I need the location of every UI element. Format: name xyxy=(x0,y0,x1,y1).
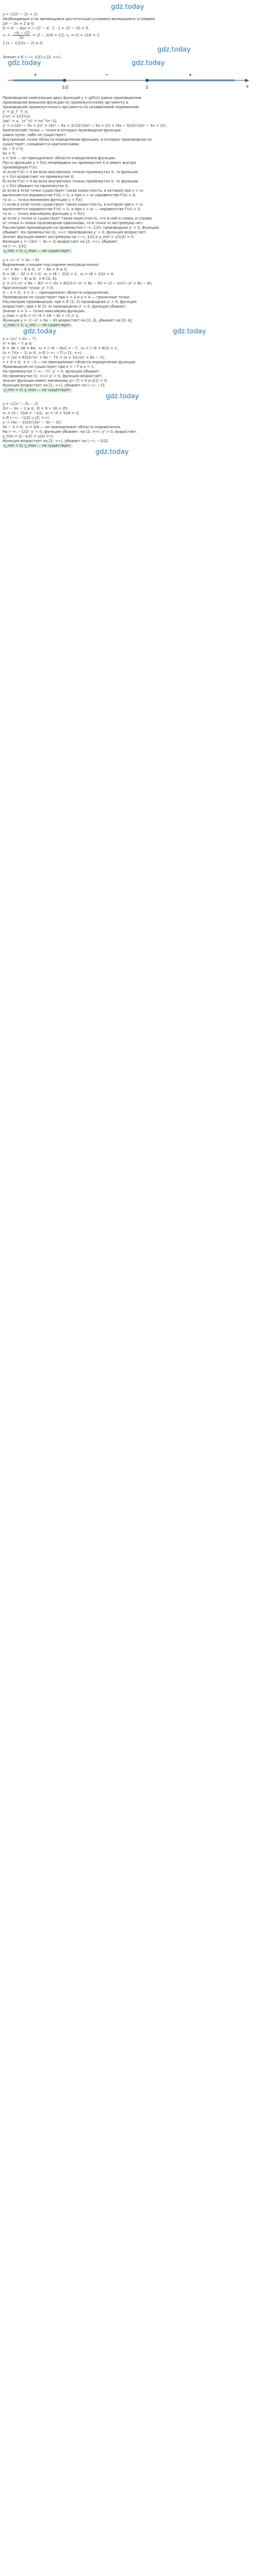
text-line: y' = (2x + 6)/(2√(x² + 6x − 7)) = (x + 3)/√(x² + 6x − 7); xyxy=(3,355,105,360)
sign-label: − xyxy=(105,73,109,78)
text-line: y_min = y(−1/2) = y(2) = 0. xyxy=(3,434,54,438)
text-line: б) если f'(x) < 0 во всех внутренних точках промежутка X, то функция xyxy=(3,179,138,183)
axis-variable-label: x xyxy=(246,84,249,89)
watermark-text: gdz.today xyxy=(23,328,57,335)
section3-head: y = √(x² + 6x − 7) xyxy=(3,337,36,341)
sign-number-line xyxy=(3,60,255,96)
text-line: (√u)' = 1/(2√u); xyxy=(3,114,31,118)
answer-line: y_min = 0; y_max — не существует. xyxy=(4,388,72,392)
watermark-text: gdz.today xyxy=(95,448,129,456)
sign-label: + xyxy=(188,73,192,78)
text-line: Производная композиции двух функций y = g(f(x)) равна произведению xyxy=(3,96,142,100)
watermark-text: gdz.today xyxy=(111,3,144,11)
watermark-text: gdz.today xyxy=(106,393,139,400)
root-formula: x₁ = $\frac{-b - √D}{2a}$ = (5 − 3)/4 = 1/2, x₂ = (5 + 3)/4 = 2; xyxy=(3,31,101,40)
text-line: от точки x₀ знаки производной одинаковы, то в точке x₀ экстремума нет; xyxy=(3,221,144,225)
text-line: производной внешней функции по промежуточному аргументу и xyxy=(3,100,128,105)
text-line: убывает. На промежутке (2; +∞): производная y' > 0, функция возрастает. xyxy=(3,230,147,234)
text-line: Функция y = √(−x² + 6x − 8) возрастает на [2; 3], убывает на [3; 4]; xyxy=(3,318,133,323)
text-line: На промежутке (−∞; −7): y' < 0, функция убывает. xyxy=(3,369,101,374)
text-line: y = f(x) возрастает на промежутке X; xyxy=(3,175,74,179)
sign-label: + xyxy=(34,73,38,78)
text-line: г) если в этой точке существует такая окрестность, в которой при x < x₀ xyxy=(3,202,143,207)
text-line: D = 36 − 32 = 4 > 0; x₁ = (6 − 2)/2 = 2, x₂ = (6 + 2)/2 = 4; xyxy=(3,272,115,276)
text-line: на (−∞; 1/2]; xyxy=(3,244,27,248)
watermark-text: gdz.today xyxy=(8,59,41,67)
answer-line: y_max = 1; y_min — не существует. xyxy=(4,323,72,327)
text-line: x ∈ (−∞; −1/2] ∪ [2; +∞). xyxy=(3,416,50,420)
text-line: выполняется неравенство f'(x) > 0, а при x > x₀ — неравенство f'(x) < 0, xyxy=(3,207,141,211)
text-line: 3 − x = 0; x = 3 — принадлежит области определения. xyxy=(3,291,110,295)
document xyxy=(0,0,258,457)
text-line: Производная не существует при x = −7 и x = 1. xyxy=(3,365,95,369)
text-line: Значит x = 3 — точка максимума функции. xyxy=(3,309,86,313)
text-line: в) если в этой точке существует такая окрестность, в которой при x < x₀ xyxy=(3,189,143,193)
text-line: y' = (4x − 3)/(2√(2x² − 3x − 2)); xyxy=(3,420,62,425)
text-line: На промежутке (1; +∞): y' > 0, функция возрастает. xyxy=(3,374,103,378)
text-line: производной промежуточного аргумента по независимой переменной: xyxy=(3,105,140,109)
text-line: Производная не существует при x = 2 и x = 4 — граничные точки. xyxy=(3,295,131,299)
first-line: y = √(2t² − 5x + 2) xyxy=(3,12,38,16)
text-line: y' = (√(2x² − 5x + 2))' = (2x² − 5x + 2)'/(2√(2x² − 5x + 2)) = (4x − 5)/(2√(2x² − 5x + 2)); xyxy=(3,124,167,128)
text-line: Функция y = √(2x² − 5x + 2) возрастает на [2; +∞), убывает xyxy=(3,240,118,244)
tick-label-left: 1/2 xyxy=(62,85,69,90)
text-line: Пусть функция y = f(x) непрерывна на промежутке X и имеет внутри xyxy=(3,161,136,165)
text-line: y' = g'_f · f'_x; xyxy=(3,110,28,114)
text-line: Значит функция имеет экстремума на (−∞; 1/2] и y_min = y(1/2) = 0. xyxy=(3,235,135,239)
text-line: (x + 7)(x − 1) ≥ 0; x ∈ (−∞; −7] ∪ [1; +∞). xyxy=(3,351,83,355)
text-line: y_max = y(3) = √(−9 + 18 − 8) = √1 = 1; xyxy=(3,314,79,318)
section4-body xyxy=(3,406,255,444)
text-line: то x₀ — точка минимума функции y = f(x); xyxy=(3,198,84,202)
text-line: D = b² − 4ac = (−5)² − 4 · 2 · 2 = 25 − 16 = 9, xyxy=(3,26,89,30)
section2-head: y = √(−x² + 6x − 8) xyxy=(3,258,39,262)
watermark-footer-row xyxy=(3,448,255,457)
text-line: −x² + 6x − 8 ≥ 0; x² − 6x + 8 ≤ 0; xyxy=(3,267,68,272)
section3-body xyxy=(3,342,255,388)
text-line: Необходимым и не являющимся достаточным условием являющимся условием xyxy=(3,17,155,21)
point-left xyxy=(63,79,66,82)
text-line: Функция возрастает на [2; +∞), убывает на (−∞; −1/2]; xyxy=(3,439,109,443)
text-line: (x − 2)(x − 4) ≤ 0; x ∈ [2; 4]. xyxy=(3,277,58,281)
watermark-text: gdz.today xyxy=(157,46,191,54)
text-line: существует, называются критическими. xyxy=(3,142,80,146)
text-line: Выражение стоящее под корнем неотрицательно: xyxy=(3,263,100,267)
watermark-row xyxy=(3,393,255,402)
section4-head: y = √(2x² − 3x − 2) xyxy=(3,402,38,406)
text-line: Критические точки — точки в которых производная функции xyxy=(3,128,121,132)
section2-body xyxy=(3,263,255,323)
text-line: 4x − 5 = 0; xyxy=(3,147,24,151)
text-line: x = 5/4 — не принадлежит области определения функции. xyxy=(3,156,116,160)
factor-line: 2 (x − 1/2)(x − 2) ≥ 0; xyxy=(3,41,43,45)
text-line: Рассмотрим производную на промежутке (−∞; 1/2): производная y' < 0, Функция xyxy=(3,226,159,230)
text-line: 2x² − 3x − 2 ≥ 0; D = 9 + 16 = 25; xyxy=(3,406,69,411)
text-line: Рассмотрим производную: при x ∈ (2; 3) производная y' > 0, функция xyxy=(3,300,137,304)
text-line: равна нулю, либо не существует: xyxy=(3,133,67,137)
text-line: производную f'(x): xyxy=(3,165,38,170)
text-line: На (−∞; −1/2): y' < 0, функция убывает; на (2; +∞): y' > 0, возрастает. xyxy=(3,430,138,434)
text-line: (ax)' = a, (x^n)' = nx^(n−1); xyxy=(3,119,58,123)
tick-label-right: 2 xyxy=(146,85,149,90)
text-line: возрастает; при x ∈ (3; 4) производная y' < 0, функция убывает. xyxy=(3,304,127,309)
answer-line: y_min = 0; y_max — не существует. xyxy=(4,249,72,253)
section1-body xyxy=(3,96,255,249)
text-line: то x₀ — точка максимума функции y = f(x); xyxy=(3,212,85,216)
text-line: x₁ = (3 − 5)/4 = −1/2, x₂ = (3 + 5)/4 = 2; xyxy=(3,411,79,415)
text-line: 2x² − 5x + 2 ≥ 0; xyxy=(3,22,35,26)
answer-line: y_min = 0; y_max — не существует. xyxy=(4,444,72,448)
point-right xyxy=(146,79,149,82)
text-line: x² + 6x − 7 ≥ 0; xyxy=(3,342,33,346)
text-line: Значит функция имеет минимумы y(−7) = 0 и y(1) = 0. xyxy=(3,379,108,383)
text-line: Критические точки: y' = 0; xyxy=(3,286,54,290)
domain-line: Значит x ∈ (−∞; 1/2] ∪ [2; +∞). xyxy=(3,55,62,59)
text-line: 4x = 5; xyxy=(3,151,16,156)
text-line: а) если f'(x) > 0 во всех внутренних точках промежутка X, то функция xyxy=(3,170,138,174)
text-line: y = f(x) убывает на промежутке X; xyxy=(3,184,69,188)
watermark-row xyxy=(3,46,255,55)
text-line: Функция возрастает на [1; +∞), убывает на (−∞; −7]; xyxy=(3,383,105,387)
watermark-header-row xyxy=(3,3,255,12)
text-line: Внутренние точки области определения функции, в которых производная не xyxy=(3,138,152,142)
watermark-text: gdz.today xyxy=(173,328,206,335)
section1-intro xyxy=(3,17,255,31)
text-line: 4x − 3 = 0; x = 3/4 — не принадлежит области определения. xyxy=(3,425,121,429)
text-line: выполняется неравенство f'(x) < 0, а при x > x₀ неравенство f'(x) > 0, xyxy=(3,193,136,197)
watermark-row xyxy=(3,328,255,337)
text-line: y' = (√(−x² + 6x − 8))' = (−2x + 6)/(2√(−x² + 6x − 8)) = (3 − x)/√(−x² + 6x − 8); xyxy=(3,281,152,285)
text-line: D = 36 + 28 = 64; x₁ = (−6 − 8)/2 = −7, x₂ = (−6 + 8)/2 = 1; xyxy=(3,346,118,350)
watermark-text: gdz.today xyxy=(132,59,165,67)
text-line: д) если у точки x₀ существует такая окрестность, что в ней и слева, и справа xyxy=(3,216,152,221)
text-line: x + 3 = 0; x = −3 — не принадлежит области определения функции. xyxy=(3,360,137,364)
axis-arrow xyxy=(245,79,249,82)
